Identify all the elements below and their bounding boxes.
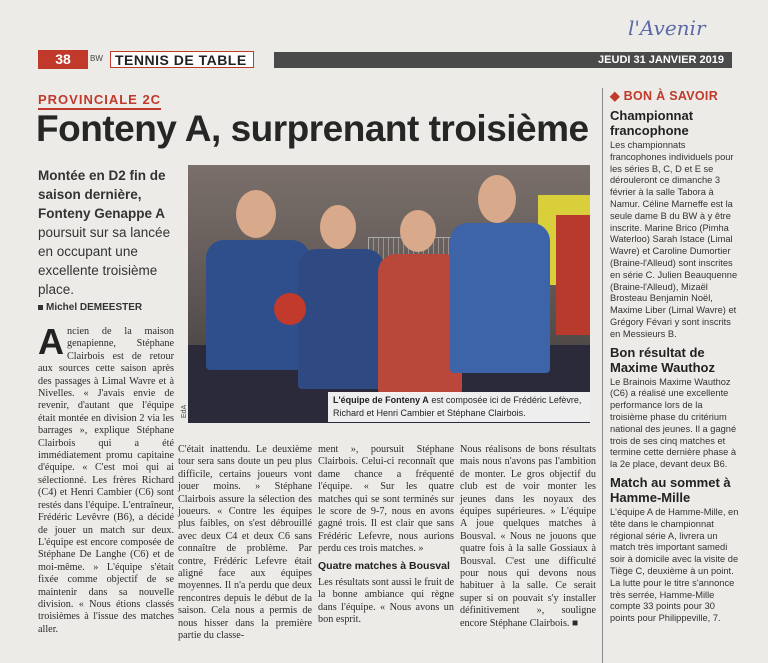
caption-rest: est composée ici de Frédéric Lefèvre, Richard et Henri Cambier et Stéphane Clairbois. bbox=[333, 395, 582, 418]
sidebar-bon-a-savoir bbox=[602, 88, 742, 663]
photo-credit: EdA bbox=[181, 404, 189, 419]
sidebar-text-1: Les championnats francophones individuels pour les séries B, C, D et E se dérouleront ce dimanche 3 février à la salle Tabora à Namur. Céline Marneffe est la seule dame B du BW à y être inscrite. Marine Brico (Pimha Waterloo) Sarah Istace (Limal Wavre) et Caroline Dumortier (Braine-l'Alleud) sont inscrites en série C. Julien Beauquenne (Braine-l'Alleud), Mizaël Brosteau Benjamin Noël, Maxime Liber (Limal Wavre) et Grégory Févari y sont inscrits en Messieurs B. bbox=[610, 140, 738, 339]
sidebar-text-2: Le Brainois Maxime Wauthoz (C6) a réalisé une excellente performance lors de la troisième phase du critérium national des jeunes. Il a gagné trois de ses cinq matches et termine cette dernière phase à la 2e place, devant deux B6. bbox=[610, 376, 737, 470]
column-1-text: ncien de la maison genapienne, Stéphane Clairbois est de retour aux sources cette saison après des passages à Limal Wavre et à Nivelles. « J'avais envie de revenir, d'autant que l'équipe était montée en division 2 via les barrages », explique Stéphane Clairbois qui a été immédiatement promu capitaine d'équipe. « C'est moi qui ai sélectionné. Les frères Richard (C4) et Henri Cambier (C6) sont restés dans l'équipe. L'entraîneur, Frédéric Levêvre (B6), a décidé de jouer un match sur deux. L'équipe est encore composée de Stéphane De Langhe (C6) et de moi-même. » L'équipe s'était fixée comme objectif de se maintenir dans sa nouvelle division. « Nous étions classés troisièmes à l'issue des matches aller. bbox=[38, 326, 174, 635]
column-3-text-a: ment », poursuit Stéphane Clairbois. Celui-ci reconnaît que dame chance a fréquenté l'équipe. « Sur les quatre matches qui se sont terminés sur le score de 9-7, nous en avons gagné trois. Il est clair que sans Frédéric Lefevre, nous aurions perdu ces trois matches. » bbox=[318, 444, 454, 555]
sidebar-heading-3: Match au sommet à Hamme-Mille bbox=[610, 474, 731, 505]
author-name: Michel DEMEESTER bbox=[46, 302, 143, 313]
paddle-icon bbox=[274, 293, 306, 325]
date-bar: JEUDI 31 JANVIER 2019 bbox=[274, 52, 732, 68]
edition-label: BW bbox=[90, 54, 103, 63]
bullet-square-icon bbox=[38, 305, 43, 310]
masthead-logo: l'Avenir bbox=[628, 16, 706, 40]
caption-bold: L'équipe de Fonteny A bbox=[333, 395, 429, 405]
article-kicker: PROVINCIALE 2C bbox=[38, 92, 161, 110]
sidebar-text-3: L'équipe A de Hamme-Mille, en tête dans le championnat régional série A, livrera un match très important samedi soir à domicile avec la visite de Tiège C, deuxième à un point. La lutte pour le titre s'annonce très serrée, Hamme-Mille compte 33 points pour 30 points pour Philippeville, 7. bbox=[610, 506, 739, 624]
page-header bbox=[38, 50, 732, 69]
sidebar-heading-1: Championnat francophone bbox=[610, 108, 694, 138]
article-author bbox=[38, 302, 142, 313]
photo-caption bbox=[328, 392, 590, 422]
lede-bold: Montée en D2 fin de saison dernière, Fonteny Genappe A bbox=[38, 168, 166, 221]
article-column-3 bbox=[318, 444, 454, 628]
article-headline: Fonteny A, surprenant troisième bbox=[36, 108, 589, 149]
column-2-text: C'était inattendu. Le deuxième tour sera sans doute un peu plus difficile, certains joueurs vont jouer moins. » Stéphane Clairbois assure la sélection des joueurs. « Contre les équipes plus faibles, on s'est débrouillé avec deux C4 et deux C6 sans connaître de problème. Par contre, Frédéric Lefevre était aligné face aux équipes moyennes. Il n'a perdu que deux rencontres depuis le début de la saison. Cela nous a permis de nous hisser dans la première partie du classe- bbox=[178, 444, 312, 642]
sidebar-heading-2: Bon résultat de Maxime Wauthoz bbox=[610, 344, 715, 375]
team-photo bbox=[188, 165, 590, 423]
page-number: 38 bbox=[38, 50, 88, 69]
column-3-subhead: Quatre matches à Bousval bbox=[318, 559, 450, 572]
column-3-text-b: Les résultats sont aussi le fruit de la bonne ambiance qui règne dans l'équipe. « Nous avons un bon esprit. bbox=[318, 577, 454, 626]
article-lede bbox=[38, 166, 186, 299]
column-4-text: Nous réalisons de bons résultats mais nous n'avons pas l'ambition de monter. Le gros objectif du club est de voir monter les jeunes dans les noyaux des équipes supérieures. » L'équipe A joue quelques matches à Bousval. « Nous ne jouons que quatre fois à la salle Gossiaux à Bousval. C'est une difficulté pour nous qui devons nous habituer à la salle. Ce serait super si on pouvait s'y installer définitivement », souligne encore Stéphane Clairbois. ■ bbox=[460, 444, 596, 629]
section-title: TENNIS DE TABLE bbox=[110, 51, 254, 68]
article-column-2 bbox=[178, 444, 312, 644]
sidebar-title: ◆ BON À SAVOIR bbox=[610, 89, 719, 103]
lede-rest: poursuit sur sa lancée en occupant une excellente troisième place. bbox=[38, 225, 171, 297]
drop-cap: A bbox=[38, 321, 64, 362]
article-column-1 bbox=[38, 321, 174, 636]
article-column-4 bbox=[460, 444, 596, 631]
